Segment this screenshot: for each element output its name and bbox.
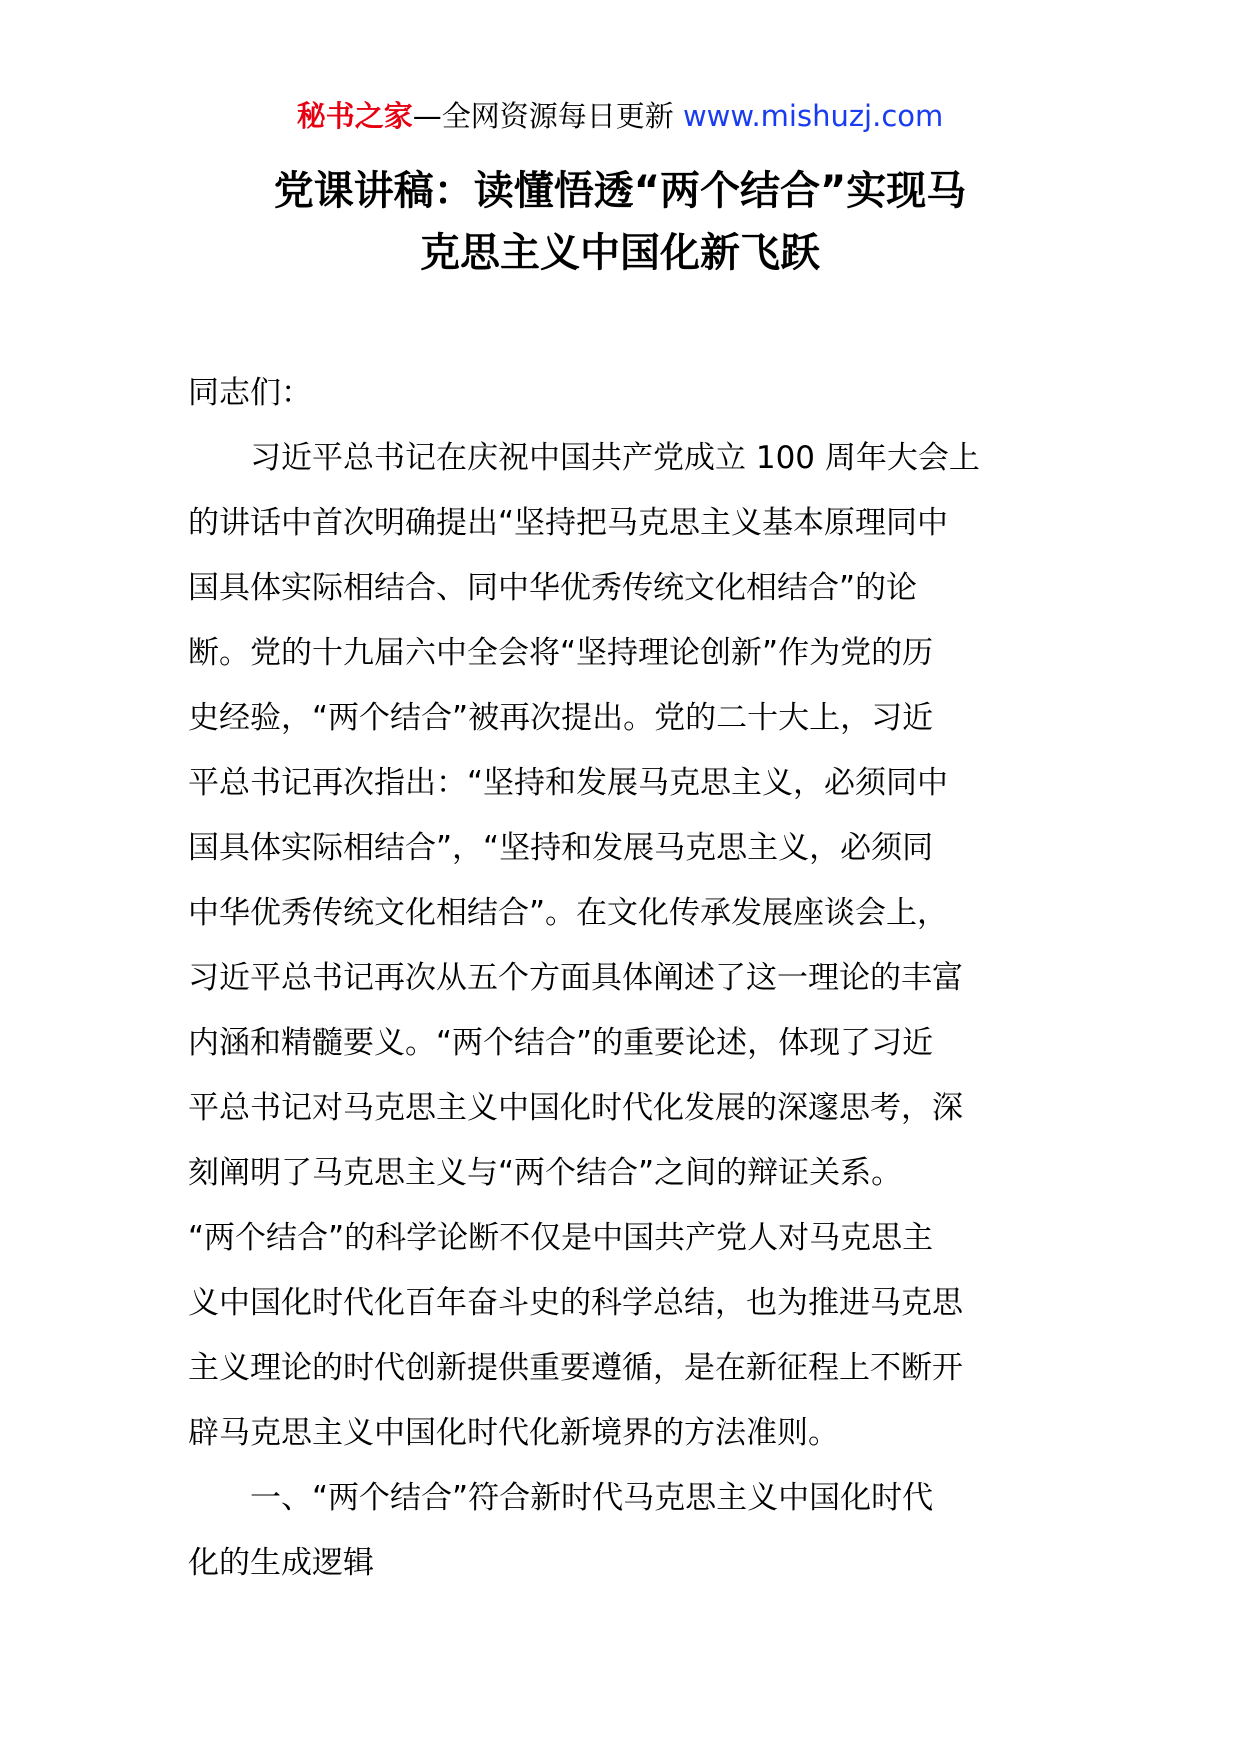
document-body — [188, 361, 1058, 1596]
body-line: 的讲话中首次明确提出“坚持把马克思主义基本原理同中 — [188, 505, 949, 541]
body-line: 习近平总书记在庆祝中国共产党成立 100 周年大会上 — [188, 440, 980, 476]
body-line: 断。党的十九届六中全会将“坚持理论创新”作为党的历 — [188, 635, 934, 671]
body-line: 平总书记再次指出：“坚持和发展马克思主义，必须同中 — [188, 765, 949, 801]
body-line: 国具体实际相结合”，“坚持和发展马克思主义，必须同 — [188, 830, 934, 866]
body-line: 史经验，“两个结合”被再次提出。党的二十大上，习近 — [188, 700, 934, 736]
site-url-link[interactable]: www.mishuzj.com — [682, 99, 944, 133]
section-heading: 一、“两个结合”符合新时代马克思主义中国化时代 — [188, 1480, 934, 1516]
body-line: 刻阐明了马克思主义与“两个结合”之间的辩证关系。 — [188, 1155, 903, 1191]
body-line: 国具体实际相结合、同中华优秀传统文化相结合”的论 — [188, 570, 918, 606]
title-line: 党课讲稿：读懂悟透“两个结合”实现马 — [273, 168, 967, 214]
body-line: 辟马克思主义中国化时代化新境界的方法准则。 — [188, 1415, 839, 1451]
body-line: 中华优秀传统文化相结合”。在文化传承发展座谈会上， — [188, 895, 949, 931]
body-line: 主义理论的时代创新提供重要遵循，是在新征程上不断开 — [188, 1350, 963, 1386]
site-brand: 秘书之家 — [296, 99, 413, 133]
section-heading: 化的生成逻辑 — [188, 1545, 374, 1581]
body-line: “两个结合”的科学论断不仅是中国共产党人对马克思主 — [188, 1220, 934, 1256]
document-title — [150, 160, 1090, 284]
site-header — [0, 96, 1240, 136]
title-line: 克思主义中国化新飞跃 — [420, 230, 820, 276]
body-line: 平总书记对马克思主义中国化时代化发展的深邃思考，深 — [188, 1090, 963, 1126]
body-line: 义中国化时代化百年奋斗史的科学总结，也为推进马克思 — [188, 1285, 963, 1321]
site-tagline: —全网资源每日更新 — [412, 99, 674, 133]
body-line: 习近平总书记再次从五个方面具体阐述了这一理论的丰富 — [188, 960, 963, 996]
body-line: 内涵和精髓要义。“两个结合”的重要论述，体现了习近 — [188, 1025, 934, 1061]
salutation: 同志们： — [188, 375, 312, 411]
